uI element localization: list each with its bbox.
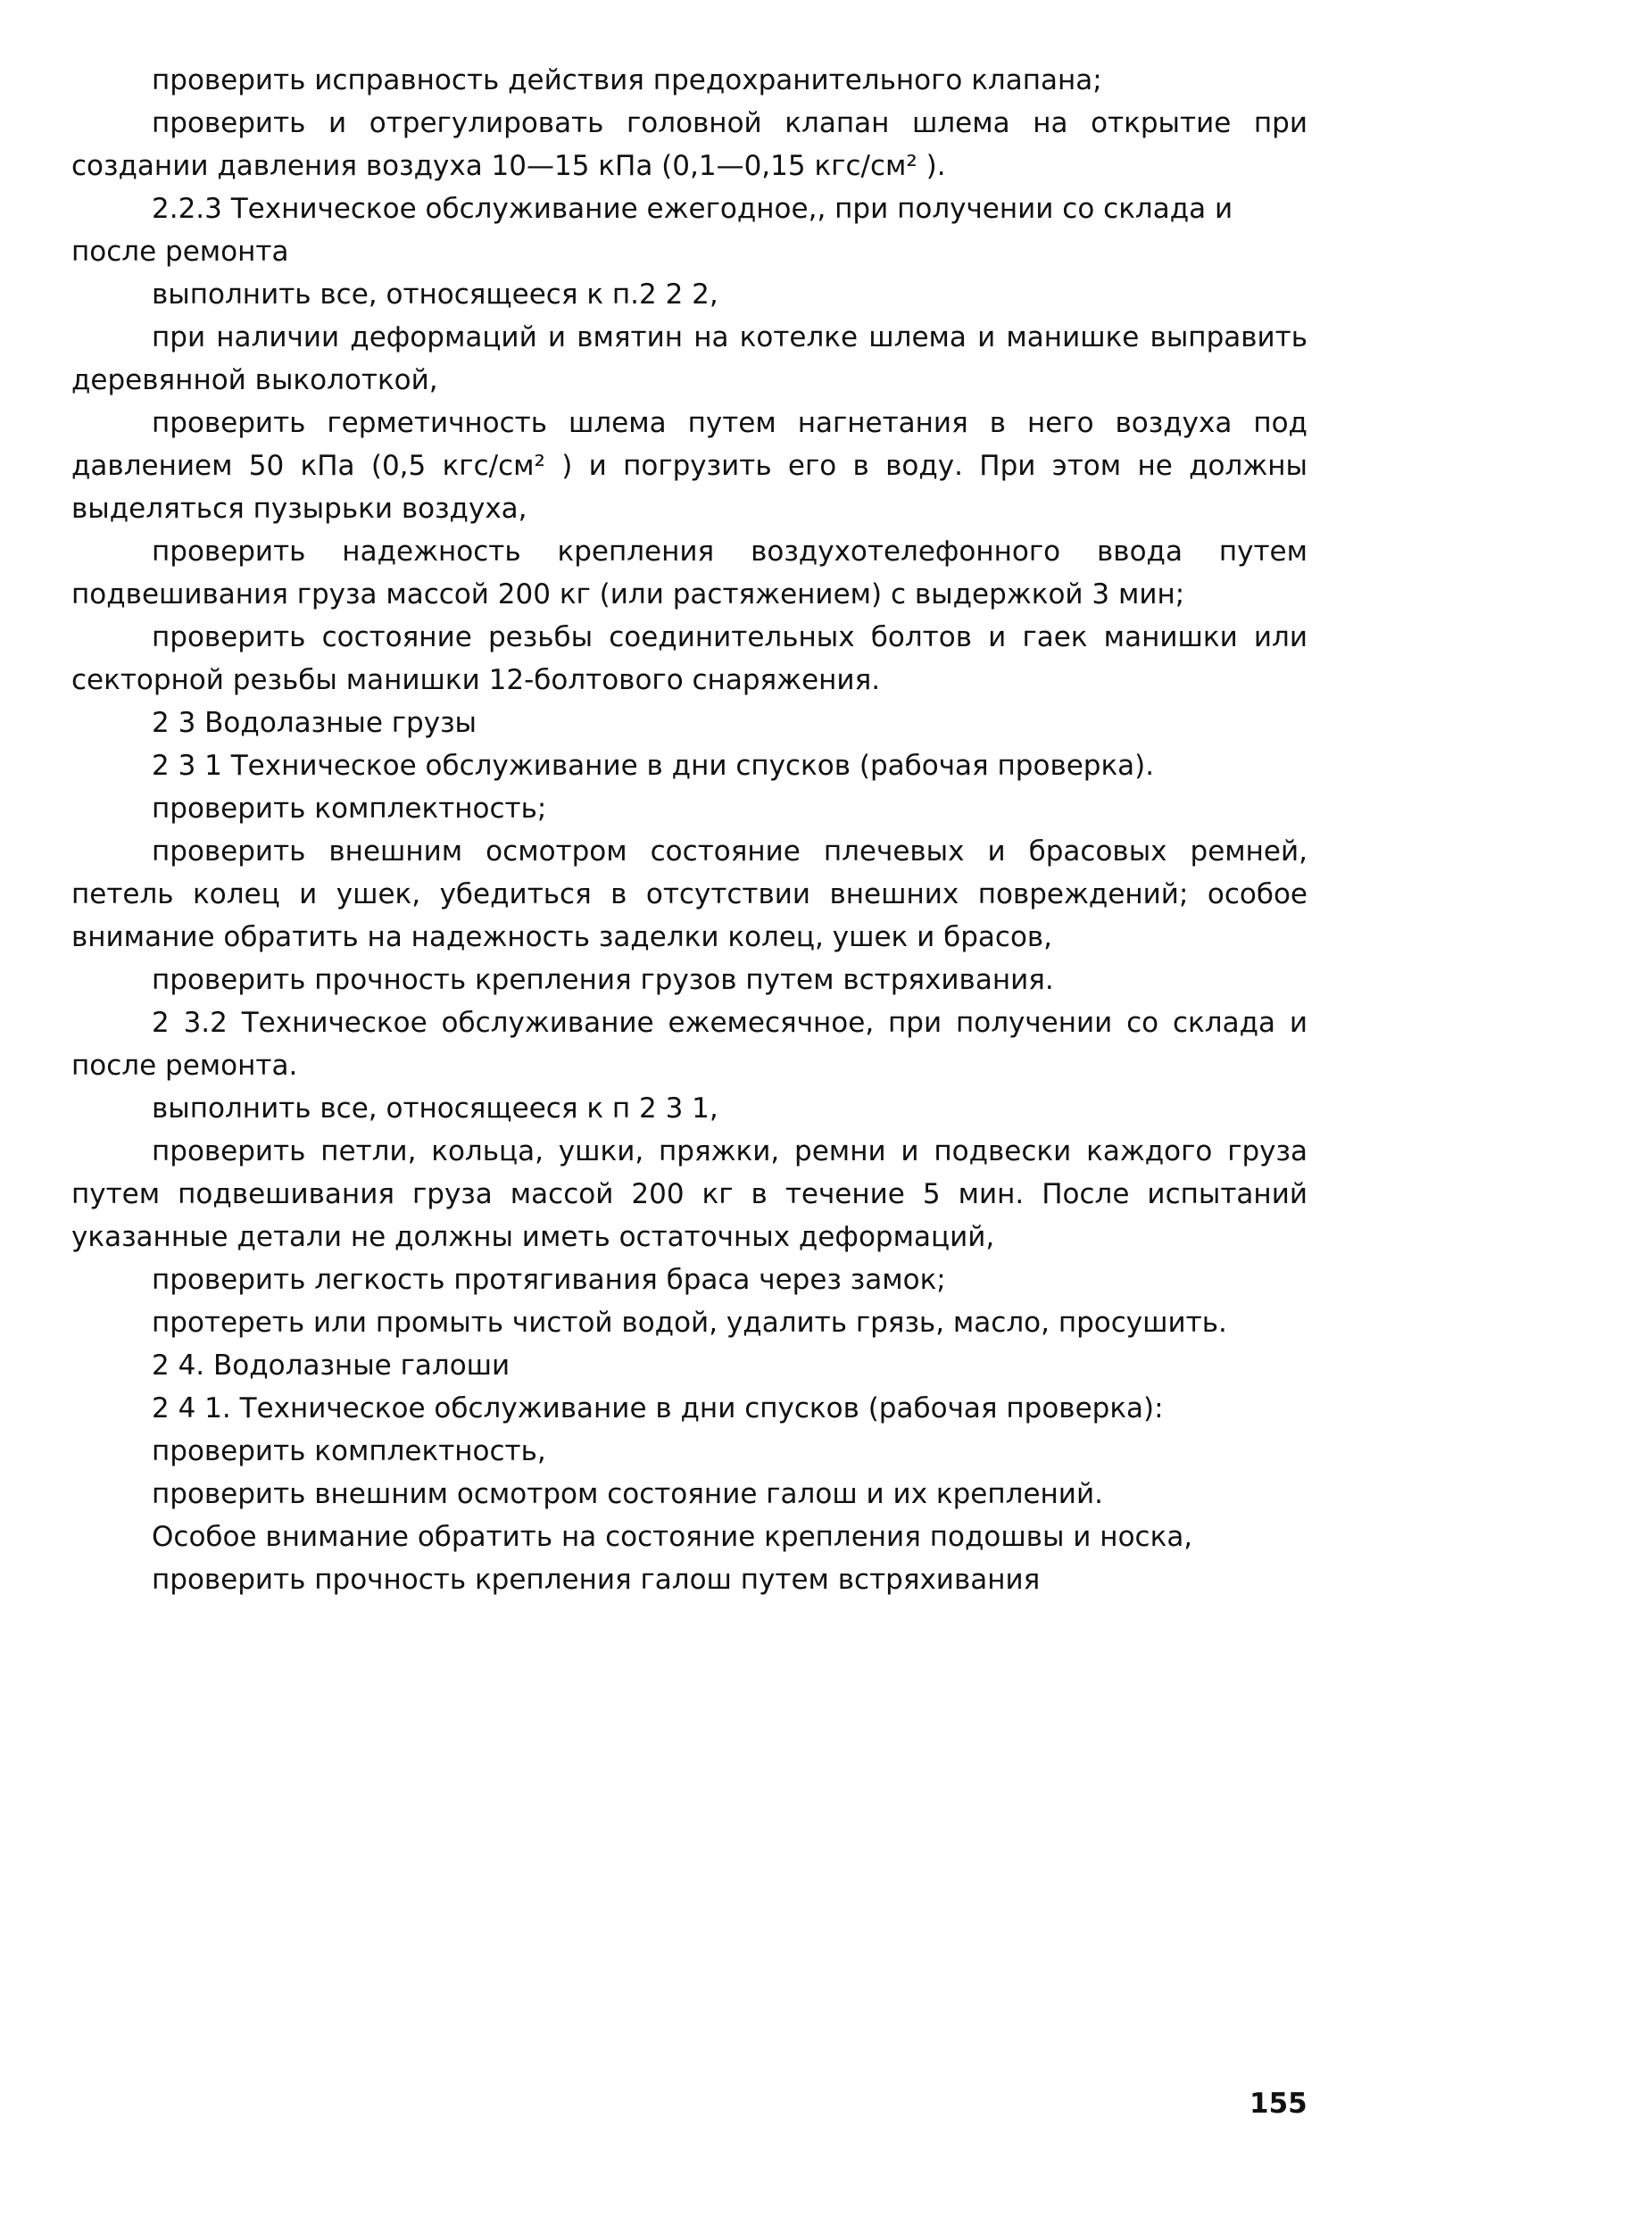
- section-2-3-heading: 2 3 Водолазные грузы: [152, 707, 477, 739]
- paragraph-5: при наличии деформаций и вмятин на котелке шлема и манишке выправить деревянной выколоткой,: [71, 321, 1316, 396]
- paragraph-23: Особое внимание обратить на состояние крепления подошвы и носка,: [152, 1521, 1193, 1553]
- section-2-4-heading: 2 4. Водолазные галоши: [152, 1350, 511, 1382]
- paragraph-15: выполнить все, относящееся к п 2 3 1,: [152, 1092, 718, 1125]
- section-2-3-1-heading: 2 3 1 Техническое обслуживание в дни спусков (рабочая проверка).: [152, 750, 1155, 782]
- section-2-4-1-heading: 2 4 1. Техническое обслуживание в дни спусков (рабочая проверка):: [152, 1392, 1164, 1424]
- paragraph-12: проверить внешним осмотром состояние плечевых и брасовых ремней, петель колец и ушек, убедиться в отсутствии внешних повреждений; особое внимание обратить на надежность заделки колец, ушек и брасов,: [71, 835, 1316, 953]
- paragraph-17: проверить легкость протягивания браса через замок;: [152, 1264, 946, 1296]
- paragraph-18: протереть или промыть чистой водой, удалить грязь, масло, просушить.: [152, 1307, 1227, 1339]
- paragraph-22: проверить внешним осмотром состояние галош и их креплений.: [152, 1478, 1103, 1510]
- section-2-2-3-heading: 2.2.3 Техническое обслуживание ежегодное,, при получении со склада и после ремонта: [71, 193, 1242, 268]
- paragraph-7: проверить надежность крепления воздухотелефонного ввода путем подвешивания груза массой 200 кг (или растяжением) с выдержкой 3 мин;: [71, 536, 1316, 610]
- paragraph-13: проверить прочность крепления грузов путем встряхивания.: [152, 964, 1054, 996]
- paragraph-24: проверить прочность крепления галош путем встряхивания: [152, 1564, 1041, 1596]
- paragraph-16: проверить петли, кольца, ушки, пряжки, ремни и подвески каждого груза путем подвешивания груза массой 200 кг в течение 5 мин. После испытаний указанные детали не должны иметь остаточных деформаций,: [71, 1135, 1316, 1253]
- paragraph-2: проверить и отрегулировать головной клапан шлема на открытие при создании давления воздуха 10—15 кПа (0,1—0,15 кгс/см² ).: [71, 107, 1316, 182]
- page-number: 155: [1249, 2088, 1307, 2120]
- paragraph-11: проверить комплектность;: [152, 793, 547, 825]
- document-page: [71, 59, 1316, 1601]
- paragraph-6: проверить герметичность шлема путем нагнетания в него воздуха под давлением 50 кПа (0,5 кгс/см² ) и погрузить его в воду. При этом не должны выделяться пузырьки воздуха,: [71, 407, 1316, 525]
- paragraph-21: проверить комплектность,: [152, 1435, 546, 1467]
- paragraph-8: проверить состояние резьбы соединительных болтов и гаек манишки или секторной резьбы манишки 12-болтового снаряжения.: [71, 621, 1316, 696]
- section-2-3-2-heading: 2 3.2 Техническое обслуживание ежемесячное, при получении со склада и после ремонта.: [71, 1007, 1316, 1082]
- paragraph-4: выполнить все, относящееся к п.2 2 2,: [152, 278, 718, 311]
- paragraph-1: проверить исправность действия предохранительного клапана;: [152, 64, 1102, 96]
